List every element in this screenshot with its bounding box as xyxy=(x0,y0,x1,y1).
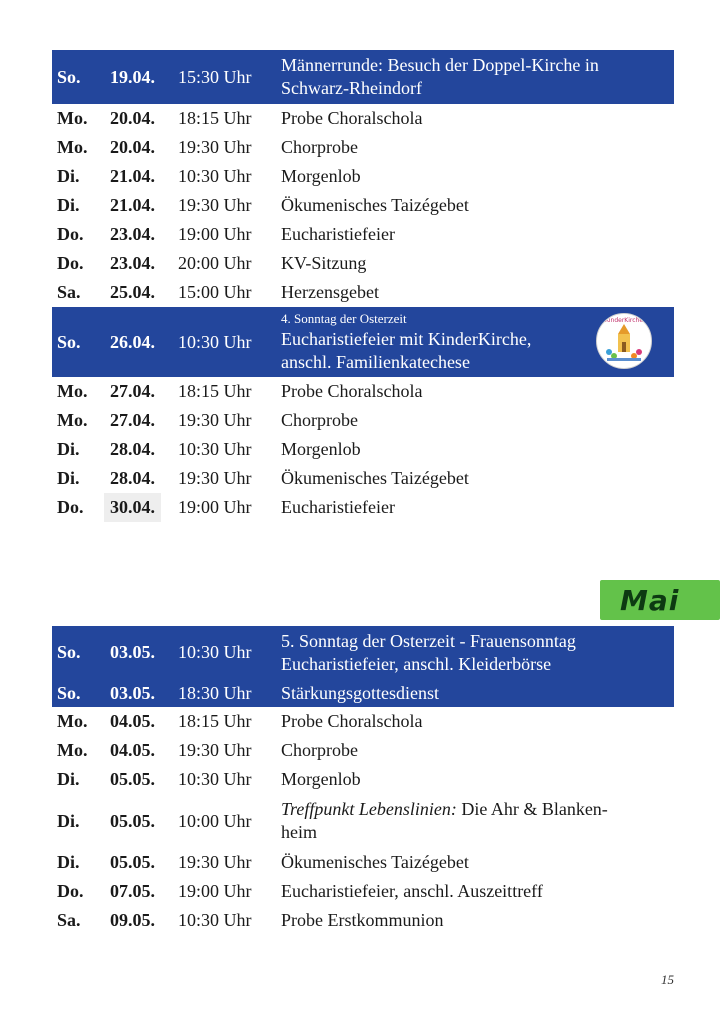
row-day: Di. xyxy=(57,769,80,789)
row-event xyxy=(281,626,666,679)
row-event: Chorprobe xyxy=(281,740,358,760)
row-day: Di. xyxy=(57,195,80,215)
row-event: Morgenlob xyxy=(281,769,361,789)
row-time: 20:00 Uhr xyxy=(178,253,252,273)
table-row xyxy=(52,464,674,493)
row-date: 20.04. xyxy=(110,108,155,128)
row-event: Probe Choralschola xyxy=(281,711,423,731)
table-row xyxy=(52,493,674,522)
event-line: Eucharistiefeier mit KinderKirche, xyxy=(281,329,532,349)
row-event: Morgenlob xyxy=(281,166,361,186)
row-time: 18:15 Uhr xyxy=(178,711,252,731)
row-date: 23.04. xyxy=(110,253,155,273)
row-day: So. xyxy=(57,642,81,662)
month-tab-label: Mai xyxy=(620,584,680,617)
row-time: 10:30 Uhr xyxy=(178,910,252,930)
row-day: Do. xyxy=(57,253,84,273)
row-date: 25.04. xyxy=(110,282,155,302)
row-time: 19:30 Uhr xyxy=(178,740,252,760)
table-row xyxy=(52,278,674,307)
row-event: Herzensgebet xyxy=(281,282,379,302)
row-date: 05.05. xyxy=(110,810,155,831)
row-event xyxy=(281,50,666,104)
table-row xyxy=(52,679,674,707)
row-date: 03.05. xyxy=(110,682,155,703)
row-time: 15:30 Uhr xyxy=(178,66,252,87)
row-date: 28.04. xyxy=(110,439,155,459)
table-row xyxy=(52,765,674,794)
row-day: Mo. xyxy=(57,711,88,731)
row-date: 21.04. xyxy=(110,166,155,186)
row-event: Probe Erstkommunion xyxy=(281,910,444,930)
table-row xyxy=(52,626,674,679)
row-time: 15:00 Uhr xyxy=(178,282,252,302)
month-tab-mai xyxy=(600,580,720,620)
row-day: Mo. xyxy=(57,740,88,760)
row-event: Chorprobe xyxy=(281,410,358,430)
row-date: 28.04. xyxy=(110,468,155,488)
table-row xyxy=(52,707,674,736)
row-time: 10:30 Uhr xyxy=(178,642,252,662)
event-line: anschl. Familienkatechese xyxy=(281,352,470,372)
row-day: Di. xyxy=(57,852,80,872)
row-time: 19:30 Uhr xyxy=(178,468,252,488)
event-line xyxy=(281,798,666,821)
event-line: heim xyxy=(281,822,317,842)
event-text: Die Ahr & Blanken- xyxy=(456,799,608,819)
row-event: Eucharistiefeier xyxy=(281,224,395,244)
table-row xyxy=(52,435,674,464)
table-row xyxy=(52,249,674,278)
row-time: 10:30 Uhr xyxy=(178,331,252,352)
row-event: Chorprobe xyxy=(281,137,358,157)
table-row xyxy=(52,104,674,133)
row-event: KV-Sitzung xyxy=(281,253,367,273)
table-row xyxy=(52,406,674,435)
row-time: 10:30 Uhr xyxy=(178,439,252,459)
row-day: Di. xyxy=(57,166,80,186)
row-day: Sa. xyxy=(57,282,81,302)
row-time: 19:00 Uhr xyxy=(178,881,252,901)
row-day: Di. xyxy=(57,810,80,831)
table-row xyxy=(52,191,674,220)
row-event xyxy=(281,794,666,848)
row-day: Do. xyxy=(57,881,84,901)
row-date: 04.05. xyxy=(110,711,155,731)
row-event: Probe Choralschola xyxy=(281,108,423,128)
row-day: Mo. xyxy=(57,381,88,401)
row-time: 19:00 Uhr xyxy=(178,224,252,244)
row-day: Mo. xyxy=(57,108,88,128)
row-date: 09.05. xyxy=(110,910,155,930)
row-day: Di. xyxy=(57,439,80,459)
row-time: 19:00 Uhr xyxy=(178,497,252,517)
kinderkirche-logo-text: KinderKirche xyxy=(604,317,644,324)
row-day: Di. xyxy=(57,468,80,488)
row-date: 21.04. xyxy=(110,195,155,215)
row-day: Mo. xyxy=(57,410,88,430)
row-event: Eucharistiefeier xyxy=(281,497,395,517)
table-row xyxy=(52,736,674,765)
row-date: 04.05. xyxy=(110,740,155,760)
table-row xyxy=(52,377,674,406)
schedule-table-mai xyxy=(52,626,674,935)
event-line: Schwarz-Rheindorf xyxy=(281,78,422,98)
row-time: 18:15 Uhr xyxy=(178,108,252,128)
row-time: 10:30 Uhr xyxy=(178,166,252,186)
row-date: 26.04. xyxy=(110,331,155,352)
row-date: 20.04. xyxy=(110,137,155,157)
table-row xyxy=(52,162,674,191)
schedule-table-april xyxy=(52,50,674,522)
row-day: Do. xyxy=(57,224,84,244)
row-event: Ökumenisches Taizégebet xyxy=(281,195,469,215)
event-italic-label: Treffpunkt Lebenslinien: xyxy=(281,799,457,819)
event-line: Männerrunde: Besuch der Doppel-Kirche in xyxy=(281,55,599,75)
table-row xyxy=(52,50,674,104)
event-line: Eucharistiefeier, anschl. Kleiderbörse xyxy=(281,653,552,674)
row-event xyxy=(281,307,584,377)
row-time: 10:30 Uhr xyxy=(178,769,252,789)
row-day: So. xyxy=(57,331,81,352)
table-row xyxy=(52,848,674,877)
row-date: 27.04. xyxy=(110,410,155,430)
row-day: Do. xyxy=(57,497,84,517)
row-date: 03.05. xyxy=(110,642,155,662)
row-event: Morgenlob xyxy=(281,439,361,459)
table-row xyxy=(52,307,674,377)
row-event: Eucharistiefeier, anschl. Auszeittreff xyxy=(281,881,543,901)
row-date: 19.04. xyxy=(110,66,155,87)
table-row xyxy=(52,220,674,249)
row-time: 19:30 Uhr xyxy=(178,852,252,872)
row-time: 19:30 Uhr xyxy=(178,410,252,430)
kinderkirche-logo xyxy=(596,313,652,369)
event-note: 4. Sonntag der Osterzeit xyxy=(281,311,407,326)
row-time: 19:30 Uhr xyxy=(178,195,252,215)
table-row xyxy=(52,133,674,162)
row-time: 19:30 Uhr xyxy=(178,137,252,157)
page-number: 15 xyxy=(661,972,674,987)
row-event: Ökumenisches Taizégebet xyxy=(281,468,469,488)
row-time: 18:30 Uhr xyxy=(178,682,252,703)
row-time: 18:15 Uhr xyxy=(178,381,252,401)
row-event: Ökumenisches Taizégebet xyxy=(281,852,469,872)
table-row xyxy=(52,794,674,848)
event-line: 5. Sonntag der Osterzeit - Frauensonntag xyxy=(281,630,576,651)
row-day: So. xyxy=(57,682,81,703)
row-date: 27.04. xyxy=(110,381,155,401)
row-time: 10:00 Uhr xyxy=(178,810,252,831)
row-date: 30.04. xyxy=(104,493,161,522)
row-date: 05.05. xyxy=(110,852,155,872)
table-row xyxy=(52,877,674,906)
row-date: 07.05. xyxy=(110,881,155,901)
row-event: Stärkungsgottesdienst xyxy=(281,682,439,703)
table-row xyxy=(52,906,674,935)
row-day: Mo. xyxy=(57,137,88,157)
row-event: Probe Choralschola xyxy=(281,381,423,401)
row-day: So. xyxy=(57,66,81,87)
row-day: Sa. xyxy=(57,910,81,930)
row-date: 23.04. xyxy=(110,224,155,244)
row-date: 05.05. xyxy=(110,769,155,789)
